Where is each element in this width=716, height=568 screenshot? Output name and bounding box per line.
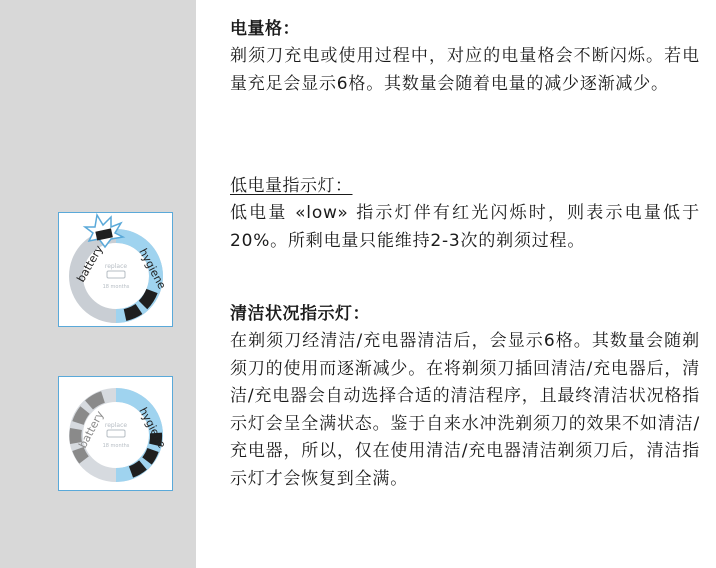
hygiene-display-illustration bbox=[58, 376, 173, 491]
battery-label: battery bbox=[76, 408, 107, 451]
battery-segment bbox=[75, 429, 76, 443]
battery-segments-paragraph: 剃须刀充电或使用过程中，对应的电量格会不断闪烁。若电量充足会显示6格。其数量会随着电量的减少逐渐减少。 bbox=[230, 46, 700, 94]
shaver-head-icon bbox=[107, 271, 125, 278]
low-battery-display-illustration bbox=[58, 212, 173, 327]
hygiene-section bbox=[230, 300, 700, 493]
low-battery-paragraph: 低电量 «low» 指示灯伴有红光闪烁时，则表示电量低于20%。所剩电量只能维持2-3次的剃须过程。 bbox=[230, 203, 700, 251]
battery-segments-section bbox=[230, 15, 700, 98]
hygiene-segment bbox=[131, 465, 143, 472]
low-battery-display-svg bbox=[59, 213, 172, 326]
hygiene-segment bbox=[125, 309, 139, 315]
hygiene-label: hygiene bbox=[136, 405, 169, 451]
hygiene-paragraph: 在剃须刀经清洁/充电器清洁后，会显示6格。其数量会随剃须刀的使用而逐渐减少。在将剃须刀插回清洁/充电器后，清洁/充电器会自动选择合适的清洁程序，且最终清洁状况格指示灯会呈全满状态。鉴于自来水冲洗剃须刀的效果不如清洁/充电器，所以，仅在使用清洁/充电器清洁剃须刀后，清洁指示灯才会恢复到全满。 bbox=[230, 331, 700, 489]
low-battery-heading: 低电量指示灯： bbox=[230, 176, 353, 196]
battery-segment bbox=[89, 397, 103, 405]
center-months-text: 18 months bbox=[102, 284, 130, 290]
shaver-head-icon bbox=[107, 430, 125, 437]
battery-segment bbox=[78, 449, 84, 460]
battery-segments-heading: 电量格： bbox=[230, 19, 300, 39]
low-battery-section bbox=[230, 172, 700, 255]
battery-label: battery bbox=[74, 243, 106, 285]
center-replace-text: replace bbox=[104, 263, 128, 270]
hygiene-segment bbox=[147, 450, 153, 461]
hygiene-label: hygiene bbox=[136, 246, 169, 292]
battery-segment bbox=[78, 410, 85, 423]
hygiene-heading: 清洁状况指示灯： bbox=[230, 304, 370, 324]
center-replace-text: replace bbox=[104, 422, 128, 429]
hygiene-display-svg bbox=[59, 377, 172, 490]
left-sidebar bbox=[0, 0, 196, 568]
center-months-text: 18 months bbox=[102, 443, 130, 449]
